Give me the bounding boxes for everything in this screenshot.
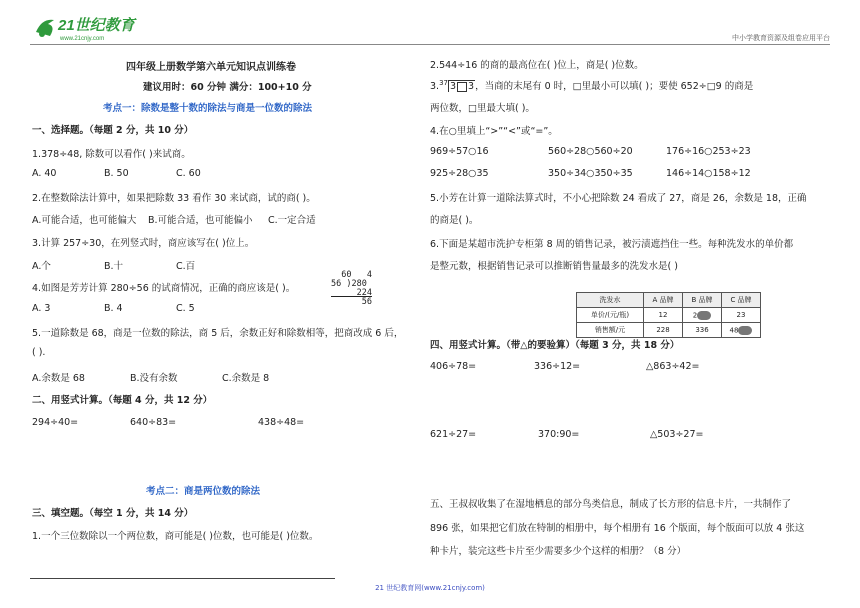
calc-item-3: △863÷42=	[646, 361, 700, 372]
fill-question-5-line-2: 的商是( )。	[430, 215, 479, 226]
q3-option-c: C.百	[176, 261, 196, 272]
q1-option-a: A. 40	[32, 168, 57, 179]
question-2: 2.在整数除法计算中，如果把除数 33 看作 30 来试商，试的商( )。	[32, 193, 316, 204]
compare-1-2: 560÷28○560÷20	[548, 146, 633, 157]
fill-question-3-line-1: 3.37 3 3，当商的末尾有 0 时，□里最小可以填( )；要使 652÷□9 的商是	[430, 78, 754, 92]
table-cell: 228	[644, 323, 683, 338]
q1-option-b: B. 50	[104, 168, 129, 179]
calc-item-2: 336÷12=	[534, 361, 581, 372]
fill-question-3-line-2: 两位数，□里最大填( )。	[430, 103, 535, 114]
time-score-info: 建议用时：60 分钟 满分：100+10 分	[143, 82, 312, 93]
fill-question-2: 2.544÷16 的商的最高位在( )位上，商是( )位数。	[430, 60, 644, 71]
logo-icon	[32, 10, 152, 44]
paper-title: 四年级上册数学第六单元知识点训练卷	[126, 62, 296, 73]
question-5-line-2: ( ).	[32, 347, 46, 358]
fill-question-4: 4.在○里填上“>”“<”或“=”。	[430, 126, 558, 137]
calc-item-4: 621÷27=	[430, 429, 477, 440]
compare-2-3: 146÷14○158÷12	[666, 168, 751, 179]
table-cell	[683, 308, 722, 323]
table-row	[577, 308, 761, 323]
section-1-heading: 一、选择题。（每题 2 分，共 10 分）	[32, 125, 194, 136]
section-3-heading: 三、填空题。（每空 1 分，共 14 分）	[32, 508, 194, 519]
q4-option-b: B. 4	[104, 303, 123, 314]
fill-question-6-line-2: 是整元数，根据销售记录可以推断销售量最多的洗发水是( )	[430, 261, 678, 272]
calc-item-6: △503÷27=	[650, 429, 704, 440]
calc-item-5: 370:90=	[538, 429, 580, 440]
table-cell: 单价/(元/瓶)	[577, 308, 644, 323]
calc-item-3: 438÷48=	[258, 417, 305, 428]
figure-line-3: 224	[331, 288, 372, 298]
q5-option-b: B.没有余数	[130, 373, 178, 384]
figure-line-4: 56	[331, 297, 372, 307]
footer-divider	[30, 578, 335, 579]
calc-item-2: 640÷83=	[130, 417, 177, 428]
ink-stain-icon	[697, 311, 711, 320]
q2-option-b: B.可能合适，也可能偏小	[148, 215, 253, 226]
sales-record-table	[576, 292, 761, 338]
table-cell: B 品牌	[683, 293, 722, 308]
table-row	[577, 293, 761, 308]
compare-1-1: 969÷57○16	[430, 146, 489, 157]
question-1: 1.378÷48, 除数可以看作( )来试商。	[32, 149, 191, 160]
question-five-line-1: 五、王叔叔收集了在湿地栖息的部分鸟类信息，制成了长方形的信息卡片，一共制作了	[430, 499, 792, 510]
q3-option-b: B.十	[104, 261, 124, 272]
question-5-line-1: 5.一道除数是 68，商是一位数的除法，商 5 后，余数正好和除数相等，把商改成 6 后，	[32, 328, 404, 339]
calc-item-1: 406÷78=	[430, 361, 477, 372]
table-cell: 12	[644, 308, 683, 323]
svg-text:www.21cnjy.com: www.21cnjy.com	[60, 36, 105, 42]
figure-line-1: 60 4	[331, 270, 372, 280]
section-4-heading: 四、用竖式计算。（带△的要验算）（每题 3 分，共 18 分）	[430, 340, 680, 351]
ink-stain-icon	[738, 326, 752, 335]
q1-option-c: C. 60	[176, 168, 201, 179]
q4-option-a: A. 3	[32, 303, 51, 314]
question-five-line-2: 896 张，如果把它们放在特制的相册中，每个相册有 16 个版面，每个版面可以放 4 张这	[430, 523, 805, 534]
table-cell	[722, 323, 761, 338]
section-2-heading: 二、用竖式计算。（每题 4 分，共 12 分）	[32, 395, 213, 406]
header-divider	[30, 44, 830, 45]
compare-2-2: 350÷34○350÷35	[548, 168, 633, 179]
compare-2-1: 925÷28○35	[430, 168, 489, 179]
calc-item-1: 294÷40=	[32, 417, 79, 428]
question-3: 3.计算 257÷30，在列竖式时，商应该写在( )位上。	[32, 238, 255, 249]
q5-option-c: C.余数是 8	[222, 373, 270, 384]
q4-option-c: C. 5	[176, 303, 195, 314]
fill-question-3-text: ，当商的末尾有 0 时，□里最小可以填( )；要使 652÷□9 的商是	[475, 81, 754, 92]
q2-option-a: A.可能合适，也可能偏大	[32, 215, 137, 226]
header-platform-text: 中小学教育资源及组卷应用平台	[732, 34, 830, 42]
table-cell: 23	[722, 308, 761, 323]
footer-text: 21 世纪教育网(www.21cnjy.com)	[375, 584, 485, 592]
fill-question-1: 1.一个三位数除以一个两位数，商可能是( )位数，也可能是( )位数。	[32, 531, 319, 542]
question-five-line-3: 种卡片，装完这些卡片至少需要多少个这样的相册？（8 分）	[430, 546, 687, 557]
fill-question-3-number: 3.	[430, 81, 440, 92]
knowledge-point-1: 考点一：除数是整十数的除法与商是一位数的除法	[103, 103, 313, 114]
q3-option-a: A.个	[32, 261, 51, 272]
compare-1-3: 176÷16○253÷23	[666, 146, 751, 157]
table-cell: 洗发水	[577, 293, 644, 308]
fill-question-5-line-1: 5.小芳在计算一道除法算式时，不小心把除数 24 看成了 27，商是 26，余数是 18，正确	[430, 193, 807, 204]
q2-option-c: C.一定合适	[268, 215, 316, 226]
table-cell: 销售额/元	[577, 323, 644, 338]
long-division-figure	[331, 271, 372, 307]
table-row	[577, 323, 761, 338]
logo	[32, 10, 152, 44]
table-cell: C 品牌	[722, 293, 761, 308]
q5-option-a: A.余数是 68	[32, 373, 85, 384]
table-cell-value: 2	[692, 311, 698, 319]
table-cell: 336	[683, 323, 722, 338]
svg-text:21世纪教育: 21世纪教育	[58, 17, 135, 34]
fill-question-6-line-1: 6.下面是某超市洗护专柜第 8 周的销售记录，被污渍遮挡住一些。每种洗发水的单价都	[430, 239, 794, 250]
question-4: 4.如图是芳芳计算 280÷56 的试商情况，正确的商应该是( )。	[32, 283, 296, 294]
table-cell: A 品牌	[644, 293, 683, 308]
table-cell-value: 48	[729, 326, 739, 334]
knowledge-point-2: 考点二：商是两位数的除法	[146, 486, 261, 497]
figure-line-2: 56 )280	[331, 279, 367, 289]
